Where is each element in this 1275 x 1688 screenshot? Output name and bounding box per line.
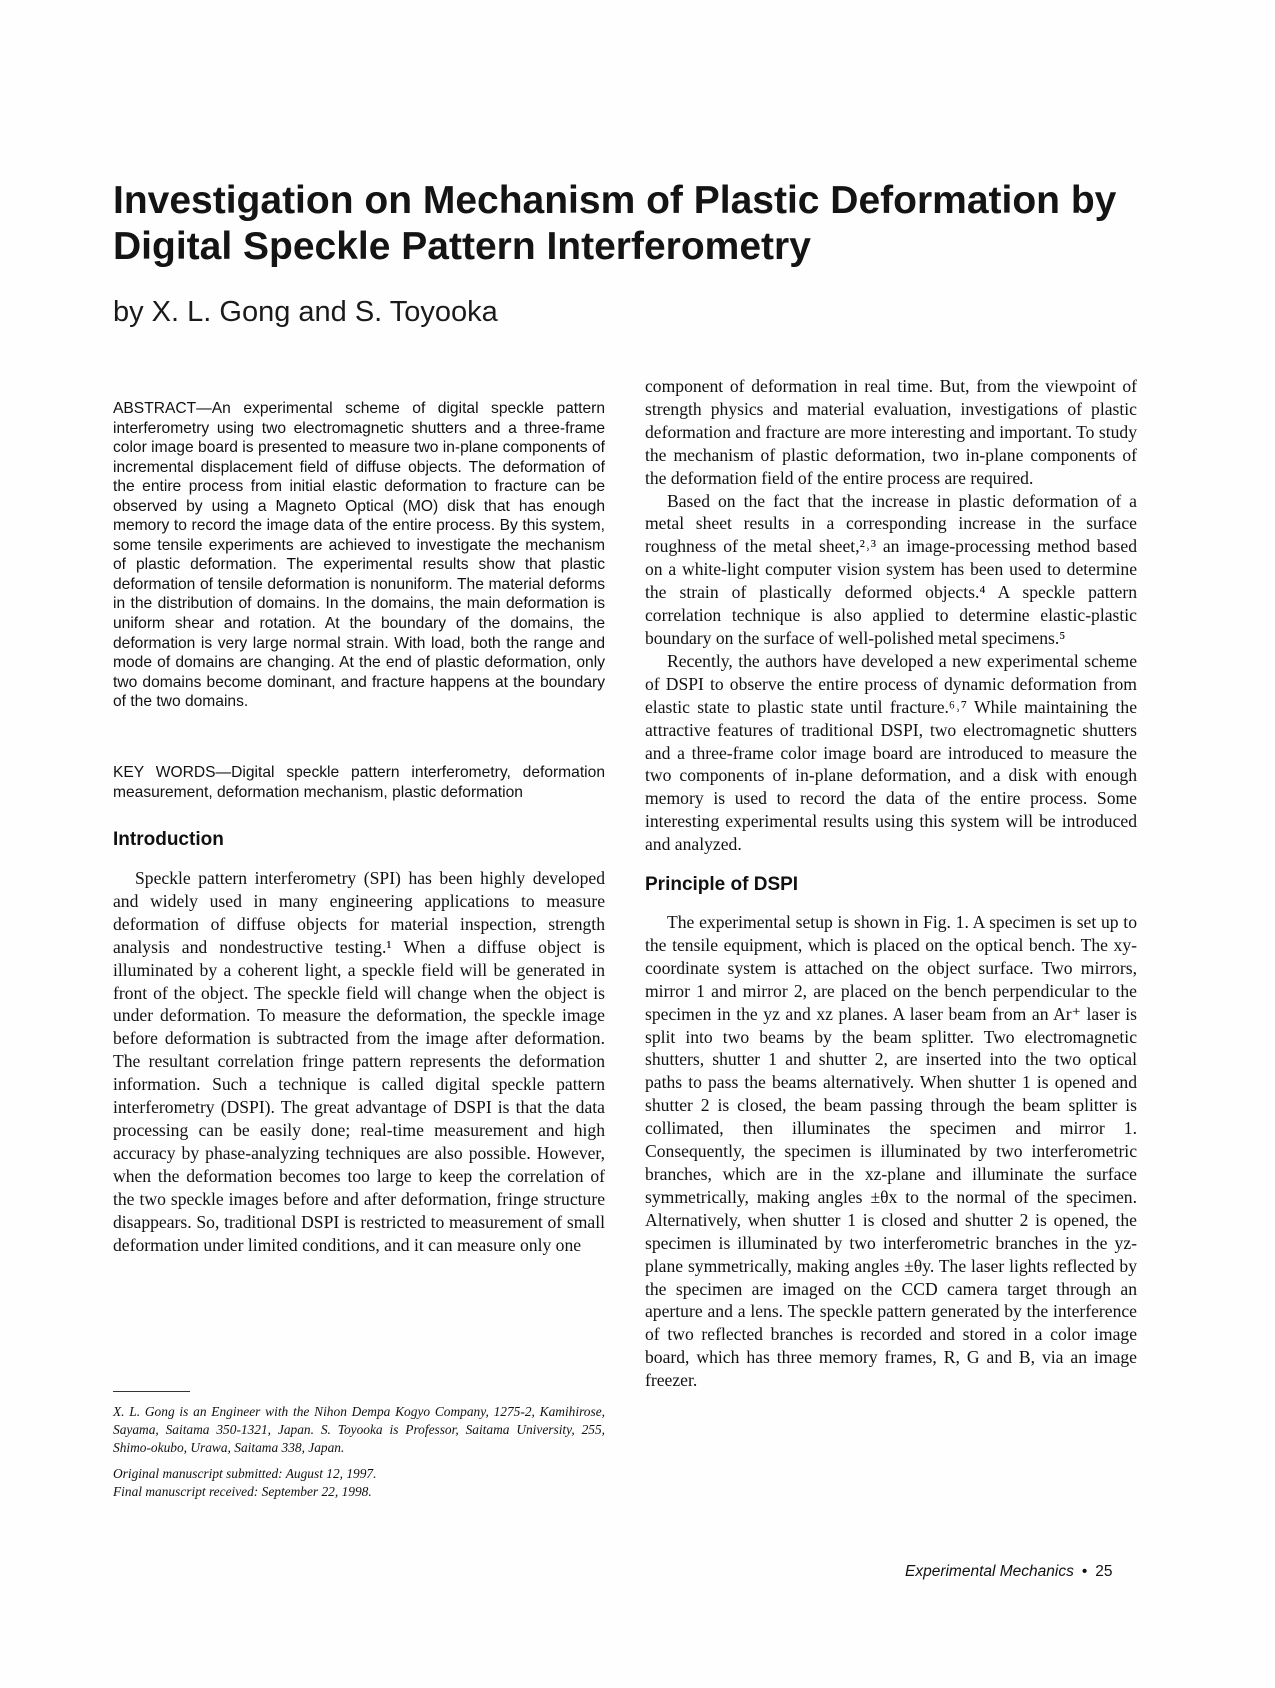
paper-title: Investigation on Mechanism of Plastic Deformation by Digital Speckle Pattern Interferometry (113, 179, 1117, 268)
principle-paragraph: The experimental setup is shown in Fig. 1. A specimen is set up to the tensile equipment, which is placed on the optical bench. The xy-coordinate system is attached on the object surface. Two mirrors, mirror 1 and mirror 2, are placed on the bench perpendicular to the specimen in the yz and xz planes. A laser beam from an Ar⁺ laser is split into two beams by the beam splitter. Two electromagnetic shutters, shutter 1 and shutter 2, are inserted into the two optical paths to pass the beams alternatively. When shutter 1 is opened and shutter 2 is closed, the beam passing through the beam splitter is collimated, then illuminates the specimen and mirror 1. Consequently, the specimen is illuminated by two interferometric branches, which are in the xz-plane and illuminate the surface symmetrically, making angles ±θx to the normal of the specimen. Alternatively, when shutter 1 is closed and shutter 2 is opened, the specimen is illuminated by two interferometric branches in the yz-plane symmetrically, making angles ±θy. The laser lights reflected by the specimen are imaged on the CCD camera target through an aperture and a lens. The speckle pattern generated by the interference of two reflected branches is recorded and stored in a color image board, which has three memory frames, R, G and B, via an image freezer. (645, 912, 1137, 1391)
abstract: ABSTRACT—An experimental scheme of digital speckle pattern interferometry using two electromagnetic shutters and a three-frame color image board is presented to measure two in-plane components of incremental displacement field of diffuse objects. The deformation of the entire process from initial elastic deformation to fracture can be observed by using a Magneto Optical (MO) disk that has enough memory to record the image data of the entire process. By this system, some tensile experiments are achieved to investigate the mechanism of plastic deformation. The experimental results show that plastic deformation of tensile deformation is nonuniform. The material deforms in the distribution of domains. In the domains, the main deformation is uniform shear and rotation. At the boundary of the domains, the deformation is very large normal strain. With load, both the range and mode of domains are changing. At the end of plastic deformation, only two domains become dominant, and fracture happens at the boundary of the two domains. (113, 400, 605, 711)
introduction-paragraph-3: Recently, the authors have developed a new experimental scheme of DSPI to observe the entire process of dynamic deformation from elastic state to plastic state until fracture.⁶˒⁷ While maintaining the attractive features of traditional DSPI, two electromagnetic shutters and a three-frame color image board are introduced to measure the two components of in-plane deformation, and a disk with enough memory is used to record the data of the entire process. Some interesting experimental results using this system will be introduced and analyzed. (645, 650, 1137, 855)
author-line: by X. L. Gong and S. Toyooka (113, 296, 498, 328)
footnote-block (113, 1403, 605, 1501)
journal-name: Experimental Mechanics (905, 1563, 1074, 1580)
principle-heading: Principle of DSPI (645, 874, 799, 896)
footnote-rule (113, 1391, 190, 1392)
introduction-paragraph-2: Based on the fact that the increase in plastic deformation of a metal sheet results in a corresponding increase in the surface roughness of the metal sheet,²˒³ an image-processing method based on a white-light computer vision system has been used to determine the strain of plastically deformed objects.⁴ A speckle pattern correlation technique is also applied to determine elastic-plastic boundary on the surface of well-polished metal specimens.⁵ (645, 490, 1137, 648)
footer-bullet: • (1081, 1563, 1088, 1580)
introduction-heading: Introduction (113, 829, 224, 850)
manuscript-received-date: Final manuscript received: September 22, 1998. (113, 1484, 372, 1499)
page-footer (905, 1562, 1113, 1582)
introduction-continuation: component of deformation in real time. But, from the viewpoint of strength physics and material evaluation, investigations of plastic deformation and fracture are more interesting and important. To study the mechanism of plastic deformation, two in-plane components of the deformation field of the entire process are required. (645, 376, 1137, 488)
manuscript-submitted-date: Original manuscript submitted: August 12, 1997. (113, 1466, 377, 1481)
right-column (645, 375, 1137, 1392)
author-affiliation-footnote: X. L. Gong is an Engineer with the Nihon Dempa Kogyo Company, 1275-2, Kamihirose, Sayama, Saitama 350-1321, Japan. S. Toyooka is Professor, Saitama University, 255, Shimo-okubo, Urawa, Saitama 338, Japan. (113, 1404, 605, 1455)
introduction-paragraph: Speckle pattern interferometry (SPI) has been highly developed and widely used in many engineering applications to measure deformation of diffuse objects for material inspection, strength analysis and nondestructive testing.¹ When a diffuse object is illuminated by a coherent light, a speckle field will be generated in front of the object. The speckle field will change when the object is under deformation. To measure the deformation, the speckle image before deformation is subtracted from the image after deformation. The resultant correlation fringe pattern represents the deformation information. Such a technique is called digital speckle pattern interferometry (DSPI). The great advantage of DSPI is that the data processing can be easily done; real-time measurement and high accuracy by phase-analyzing techniques are also possible. However, when the deformation becomes too large to keep the correlation of the two speckle images before and after deformation, fringe structure disappears. So, traditional DSPI is restricted to measurement of small deformation under limited conditions, and it can measure only one (113, 868, 605, 1255)
key-words: KEY WORDS—Digital speckle pattern interferometry, deformation measurement, deformation mechanism, plastic deformation (113, 764, 605, 801)
page-number: 25 (1095, 1563, 1113, 1580)
